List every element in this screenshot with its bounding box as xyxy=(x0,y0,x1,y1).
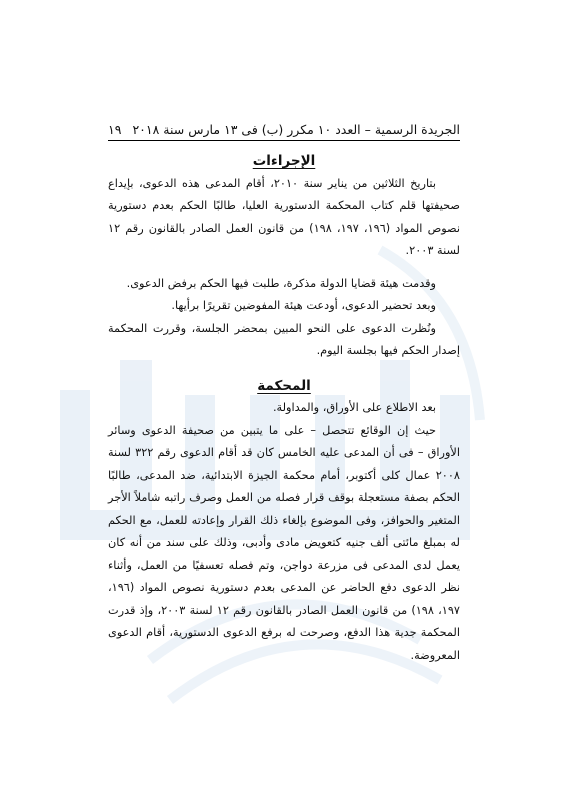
procedures-paragraph-3: وبعد تحضير الدعوى، أودعت هيئة المفوضين تقريرًا برأيها. xyxy=(171,299,436,312)
procedures-paragraph-2: وقدمت هيئة قضايا الدولة مذكرة، طلبت فيها الحكم برفض الدعوى. xyxy=(126,276,436,290)
page-header xyxy=(108,119,460,141)
procedures-paragraph-1: بتاريخ الثلاثين من يناير سنة ٢٠١٠، أقام المدعى هذه الدعوى، بإيداع صحيفتها قلم كتاب المحكمة الدستورية العليا، طالبًا الحكم بعدم دستورية نصوص المواد (١٩٦، ١٩٧، ١٩٨) من قانون العمل الصادر بالقانون رقم ١٢ لسنة ٢٠٠٣. xyxy=(108,176,461,257)
court-paragraph-1: بعد الاطلاع على الأوراق، والمداولة. xyxy=(272,401,436,414)
page-number: ١٩ xyxy=(108,122,122,137)
procedures-paragraph-4: ونُظرت الدعوى على النحو المبين بمحضر الجلسة، وقررت المحكمة إصدار الحكم فيها بجلسة اليوم. xyxy=(108,321,460,357)
gazette-title: الجريدة الرسمية – العدد ١٠ مكرر (ب) فى ١٣ مارس سنة ٢٠١٨ xyxy=(132,122,460,137)
court-paragraph-2: حيث إن الوقائع تتحصل – على ما يتبين من صحيفة الدعوى وسائر الأوراق – فى أن المدعى عليه الخامس كان قد أقام الدعوى رقم ٣٢٢ لسنة ٢٠٠٨ عمال كلى أكتوبر، أمام محكمة الجيزة الابتدائية، ضد المدعى، طالبًا الحكم بصفة مستعجلة بوقف قرار فصله من العمل وصرف راتبه شاملاً الأجر المتغير والحوافز، وفى الموضوع بإلغاء ذلك القرار وإعادته للعمل، مع الحكم له بمبلغ مائتى ألف جنيه كتعويض مادى وأدبى، وذلك على سند من أنه كان يعمل لدى المدعى فى مزرعة دواجن، وتم فصله تعسفيًا من العمل، وأثناء نظر الدعوى دفع الحاضر عن المدعى بعدم دستورية نصوص المواد (١٩٦، ١٩٧، ١٩٨) من قانون العمل الصادر بالقانون رقم ١٢ لسنة ٢٠٠٣، وإذ قدرت المحكمة جدية هذا الدفع، وصرحت له برفع الدعوى الدستورية، أقام الدعوى المعروضة. xyxy=(108,423,461,662)
header-divider xyxy=(108,140,460,141)
procedures-heading: الإجراءات xyxy=(252,153,316,169)
court-heading: المحكمة xyxy=(257,377,311,394)
document-body xyxy=(108,150,460,667)
